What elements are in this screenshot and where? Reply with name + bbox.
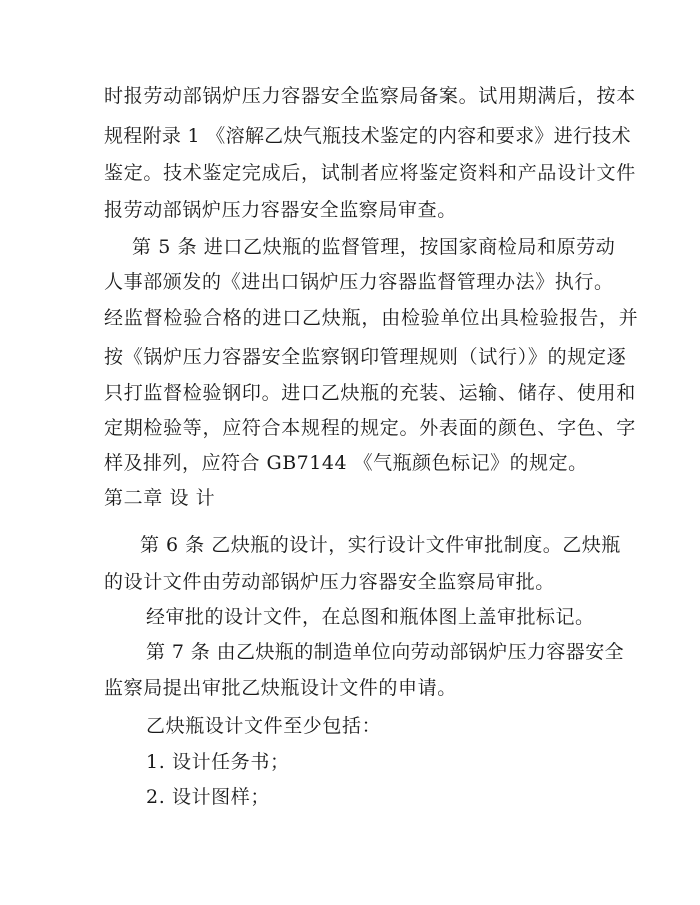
text-line-8: 按《锅炉压力容器安全监察钢印管理规则（试行）》的规定逐 — [104, 346, 627, 368]
text-line-7: 经监督检验合格的进口乙炔瓶，由检验单位出具检验报告，并 — [104, 307, 639, 329]
text-line-1: 时报劳动部锅炉压力容器安全监察局备案。试用期满后，按本 — [104, 85, 636, 107]
article-5-heading-line: 第 5 条 进口乙炔瓶的监督管理，按国家商检局和原劳动 — [132, 236, 616, 258]
list-item-2: 2. 设计图样； — [146, 786, 270, 808]
text-line-4: 报劳动部锅炉压力容器安全监察局审查。 — [104, 199, 457, 221]
text-line-11: 样及排列，应符合 GB7144 《气瓶颜色标记》的规定。 — [104, 452, 588, 474]
text-line-17: 监察局提出审批乙炔瓶设计文件的申请。 — [104, 677, 457, 699]
text-line-2: 规程附录 1 《溶解乙炔气瓶技术鉴定的内容和要求》进行技术 — [104, 125, 631, 147]
text-line-14: 的设计文件由劳动部锅炉压力容器安全监察局审批。 — [104, 571, 555, 593]
text-line-15: 经审批的设计文件，在总图和瓶体图上盖审批标记。 — [146, 606, 595, 628]
list-item-1: 1. 设计任务书； — [146, 751, 290, 773]
article-6-heading-line: 第 6 条 乙炔瓶的设计，实行设计文件审批制度。乙炔瓶 — [140, 534, 621, 556]
chapter-heading: 第二章 设 计 — [104, 487, 216, 509]
article-7-heading-line: 第 7 条 由乙炔瓶的制造单位向劳动部锅炉压力容器安全 — [146, 641, 625, 663]
text-line-9: 只打监督检验钢印。进口乙炔瓶的充装、运输、储存、使用和 — [104, 382, 636, 404]
text-line-10: 定期检验等，应符合本规程的规定。外表面的颜色、字色、字 — [104, 417, 636, 439]
text-line-3: 鉴定。技术鉴定完成后，试制者应将鉴定资料和产品设计文件 — [104, 162, 636, 184]
design-docs-intro: 乙炔瓶设计文件至少包括： — [146, 715, 382, 737]
text-line-6: 人事部颁发的《进出口锅炉压力容器监督管理办法》执行。 — [104, 271, 614, 293]
